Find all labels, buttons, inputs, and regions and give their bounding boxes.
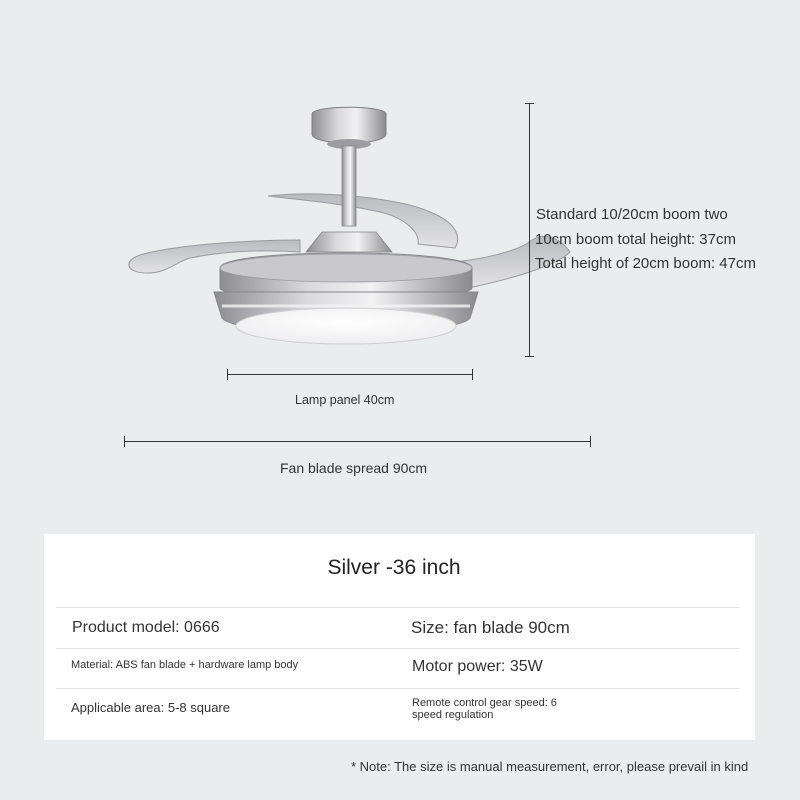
spec-remote-control: [412, 697, 557, 721]
spec-remote-line-2: speed regulation: [412, 709, 494, 721]
spec-applicable-area: Applicable area: 5-8 square: [71, 700, 230, 715]
fan-downrod: [342, 146, 356, 226]
spec-material: Material: ABS fan blade + hardware lamp body: [71, 659, 299, 671]
spec-size: Size: fan blade 90cm: [411, 618, 570, 637]
spec-product-model: Product model: 0666: [72, 619, 220, 636]
lamp-panel-label: Lamp panel 40cm: [295, 393, 395, 407]
height-note-line-3: Total height of 20cm boom: 47cm: [535, 255, 756, 272]
spec-title: Silver -36 inch: [327, 556, 461, 579]
height-note-line-1: Standard 10/20cm boom two: [536, 206, 728, 223]
measurement-footnote: * Note: The size is manual measurement, error, please prevail in kind: [351, 759, 749, 774]
blade-spread-dimension-line: [124, 441, 591, 442]
height-note: [536, 203, 796, 277]
spec-panel: [44, 534, 755, 740]
fan-motor-housing: [306, 232, 392, 252]
blade-spread-label: Fan blade spread 90cm: [280, 460, 428, 476]
height-dimension-line: [529, 103, 530, 357]
lamp-diffuser: [236, 308, 456, 344]
spec-divider: [56, 607, 739, 608]
height-note-line-2: 10cm boom total height: 37cm: [535, 230, 736, 248]
lamp-panel-dimension-line: [227, 374, 473, 375]
fan-canopy: [312, 107, 386, 143]
spec-divider: [56, 648, 739, 649]
spec-remote-line-1: Remote control gear speed: 6: [412, 697, 557, 709]
spec-motor-power: Motor power: 35W: [412, 658, 543, 675]
spec-divider: [56, 688, 739, 689]
